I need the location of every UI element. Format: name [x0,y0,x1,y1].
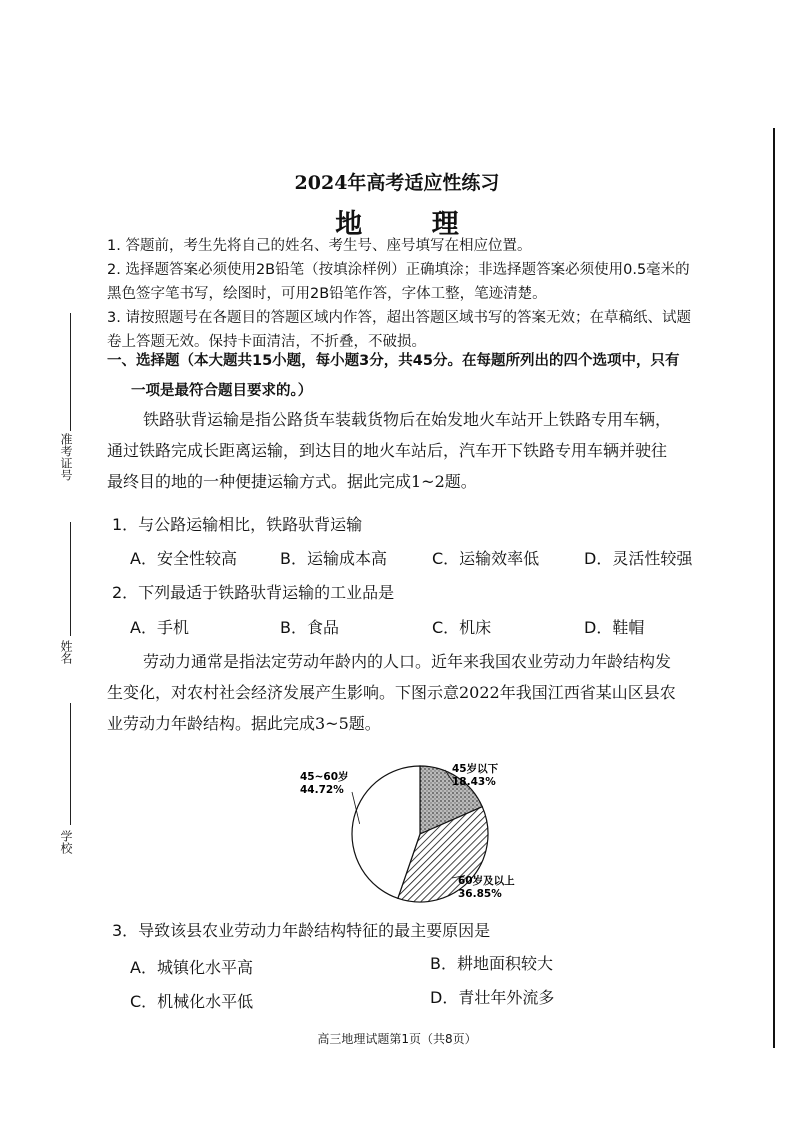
q1-option-a: A．安全性较高 [130,549,237,568]
q3-option-d: D．青壮年外流多 [430,988,555,1007]
passage-line: 铁路驮背运输是指公路货车装载货物后在始发地火车站开上铁路专用车辆， [143,410,672,429]
section-line-2: 一项是最符合题目要求的。） [131,383,313,399]
name-label: 姓名 [59,640,73,664]
instructions [107,234,743,354]
q2-option-c: C．机床 [432,618,492,637]
instruction-line: 2. 选择题答案必须使用2B铅笔（按填涂样例）正确填涂；非选择题答案必须使用0.5毫米的 [107,262,690,278]
question-3-stem: 3．导致该县农业劳动力年龄结构特征的最主要原因是 [112,921,491,940]
instruction-line: 卷上答题无效。保持卡面清洁，不折叠，不破损。 [107,334,426,350]
subject-title: 地 理 [335,209,489,240]
passage-line: 最终目的地的一种便捷运输方式。据此完成1~2题。 [107,472,477,491]
section-heading [107,346,743,406]
q2-option-b: B．食品 [280,618,339,637]
binding-line-mid [70,522,71,636]
q1-option-b: B．运输成本高 [280,549,387,568]
binding-line-top [70,313,71,431]
passage-line: 业劳动力年龄结构。据此完成3~5题。 [107,714,381,733]
question-1-stem: 1．与公路运输相比，铁路驮背运输 [112,515,363,534]
q3-option-c: C．机械化水平低 [130,992,254,1011]
school-label: 学校 [59,830,73,854]
pie-slice-value: 36.85% [458,888,502,900]
q3-option-a: A．城镇化水平高 [130,958,253,977]
pie-slice-name: 45岁以下 [452,763,499,775]
question-2-stem: 2．下列最适于铁路驮背运输的工业品是 [112,583,395,602]
passage-line: 劳动力通常是指法定劳动年龄内的人口。近年来我国农业劳动力年龄结构发 [143,652,672,671]
exam-id-label: 准考证号 [59,433,73,481]
instruction-line: 3. 请按照题号在各题目的答题区域内作答，超出答题区域书写的答案无效；在草稿纸、试题 [107,310,691,326]
instruction-line: 黑色签字笔书写，绘图时，可用2B铅笔作答，字体工整，笔迹清楚。 [107,286,547,302]
page-footer: 高三地理试题第1页（共8页） [317,1032,477,1046]
pie-slice-value: 18.43% [452,776,496,788]
passage-line: 生变化，对农村社会经济发展产生影响。下图示意2022年我国江西省某山区县农 [107,683,676,702]
pie-slice-name: 45~60岁 [300,771,349,783]
pie-slice-name: 60岁及以上 [458,875,515,887]
right-border-line [773,128,775,1048]
exam-title: 2024年高考适应性练习 [294,172,500,194]
q3-option-b: B．耕地面积较大 [430,954,553,973]
passage-1 [107,404,743,497]
passage-2 [107,646,743,739]
age-structure-pie-chart [280,752,560,912]
section-line-1: 一、选择题（本大题共15小题，每小题3分，共45分。在每题所列出的四个选项中，只有 [107,353,680,369]
pie-slice-value: 44.72% [300,784,344,796]
binding-line-low [70,703,71,825]
instruction-line: 1. 答题前，考生先将自己的姓名、考生号、座号填写在相应位置。 [107,238,532,254]
q2-option-a: A．手机 [130,618,189,637]
passage-line: 通过铁路完成长距离运输，到达目的地火车站后，汽车开下铁路专用车辆并驶往 [107,441,668,460]
q1-option-d: D．灵活性较强 [584,549,693,568]
q1-option-c: C．运输效率低 [432,549,540,568]
q2-option-d: D．鞋帽 [584,618,645,637]
